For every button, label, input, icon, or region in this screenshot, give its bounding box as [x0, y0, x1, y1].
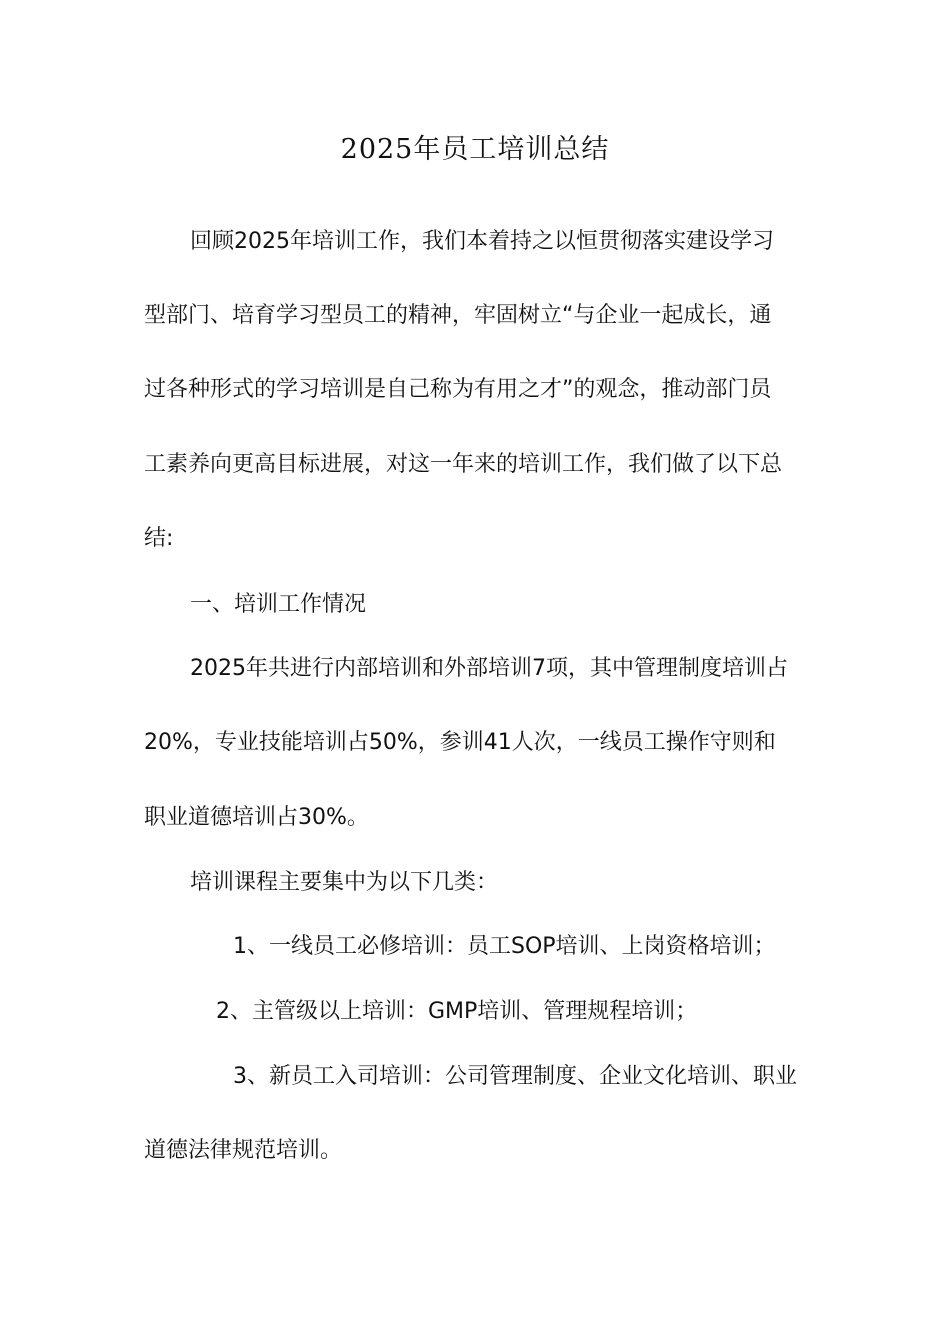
intro-line-3: 过各种形式的学习培训是自己称为有用之才”的观念，推动部门员 [144, 377, 772, 402]
intro-line-2: 型部门、培育学习型员工的精神，牢固树立“与企业一起成长，通 [144, 303, 772, 328]
document-title: 2025年员工培训总结 [340, 134, 610, 165]
intro-line-4: 工素养向更高目标进展，对这一年来的培训工作，我们做了以下总 [144, 452, 783, 477]
stats-line-1: 2025年共进行内部培训和外部培训7项，其中管理制度培训占 [190, 656, 788, 681]
intro-line-5: 结: [144, 526, 174, 551]
course-item-3: 3、新员工入司培训：公司管理制度、企业文化培训、职业 [233, 1064, 797, 1089]
courses-intro: 培训课程主要集中为以下几类： [190, 870, 499, 895]
course-item-2: 2、主管级以上培训：GMP培训、管理规程培训； [216, 999, 698, 1024]
stats-line-2: 20%，专业技能培训占50%，参训41人次，一线员工操作守则和 [144, 730, 776, 755]
stats-line-3: 职业道德培训占30%。 [144, 805, 369, 830]
intro-line-1: 回顾2025年培训工作，我们本着持之以恒贯彻落实建设学习 [190, 229, 774, 254]
course-item-3-continuation: 道德法律规范培训。 [144, 1138, 343, 1163]
section-heading-1: 一、培训工作情况 [190, 592, 367, 617]
course-item-1: 1、一线员工必修培训：员工SOP培训、上岗资格培训； [233, 934, 776, 959]
